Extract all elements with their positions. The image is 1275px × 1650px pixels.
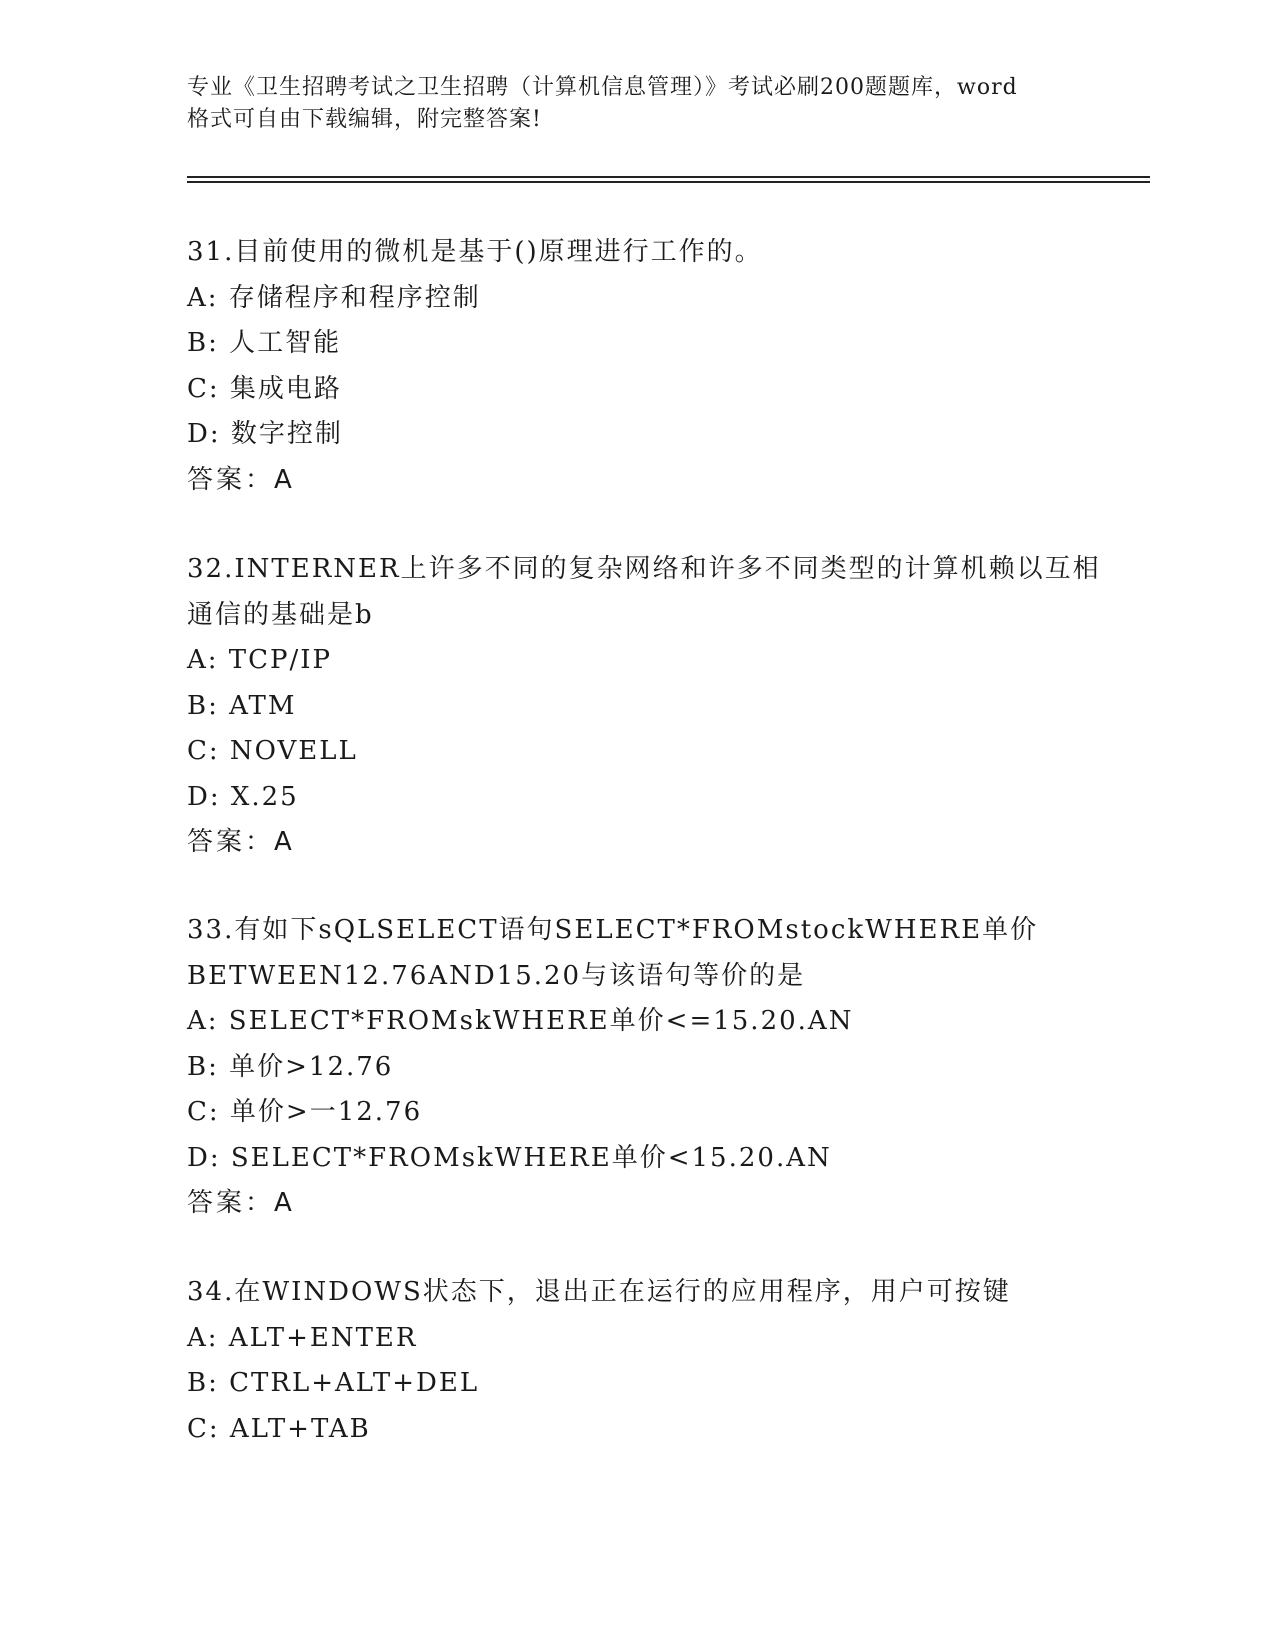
option-d: D: 数字控制 — [187, 419, 343, 449]
option-a: A: TCP/IP — [187, 645, 333, 675]
question-34 — [187, 1270, 1011, 1452]
option-a: A: SELECT*FROMskWHERE单价<=15.20.AN — [187, 1006, 854, 1036]
question-stem: 32.INTERNER上许多不同的复杂网络和许多不同类型的计算机赖以互相 — [187, 554, 1101, 584]
header-line-1: 专业《卫生招聘考试之卫生招聘（计算机信息管理）》考试必刷200题题库，word — [187, 75, 1018, 100]
option-d: D: X.25 — [187, 781, 299, 812]
option-b: B: CTRL+ALT+DEL — [187, 1368, 480, 1398]
document-header — [187, 72, 1087, 136]
header-line-2: 格式可自由下载编辑，附完整答案! — [187, 107, 542, 132]
option-a: A: ALT+ENTER — [187, 1322, 418, 1353]
header-rule-bottom — [187, 181, 1150, 183]
option-b: B: ATM — [187, 690, 297, 721]
option-d: D: SELECT*FROMskWHERE单价<15.20.AN — [187, 1142, 832, 1173]
option-b: B: 人工智能 — [187, 328, 342, 358]
header-rule-top — [187, 176, 1150, 178]
option-b: B: 单价>12.76 — [187, 1051, 394, 1082]
question-stem: 31.目前使用的微机是基于()原理进行工作的。 — [187, 237, 763, 267]
option-c: C: 单价>一12.76 — [187, 1097, 423, 1127]
question-stem-continued: BETWEEN12.76AND15.20与该语句等价的是 — [187, 960, 806, 991]
question-32 — [187, 547, 1101, 866]
question-stem: 34.在WINDOWS状态下，退出正在运行的应用程序，用户可按键 — [187, 1277, 1011, 1307]
option-a: A: 存储程序和程序控制 — [187, 282, 481, 313]
answer-line: 答案：A — [187, 1188, 295, 1218]
question-33 — [187, 908, 1038, 1227]
answer-line: 答案：A — [187, 827, 295, 857]
answer-line: 答案：A — [187, 464, 295, 495]
question-31 — [187, 230, 763, 503]
option-c: C: 集成电路 — [187, 373, 342, 404]
question-stem-continued: 通信的基础是b — [187, 599, 374, 630]
option-c: C: ALT+TAB — [187, 1413, 371, 1444]
option-c: C: NOVELL — [187, 736, 358, 766]
question-stem: 33.有如下sQLSELECT语句SELECT*FROMstockWHERE单价 — [187, 915, 1039, 945]
